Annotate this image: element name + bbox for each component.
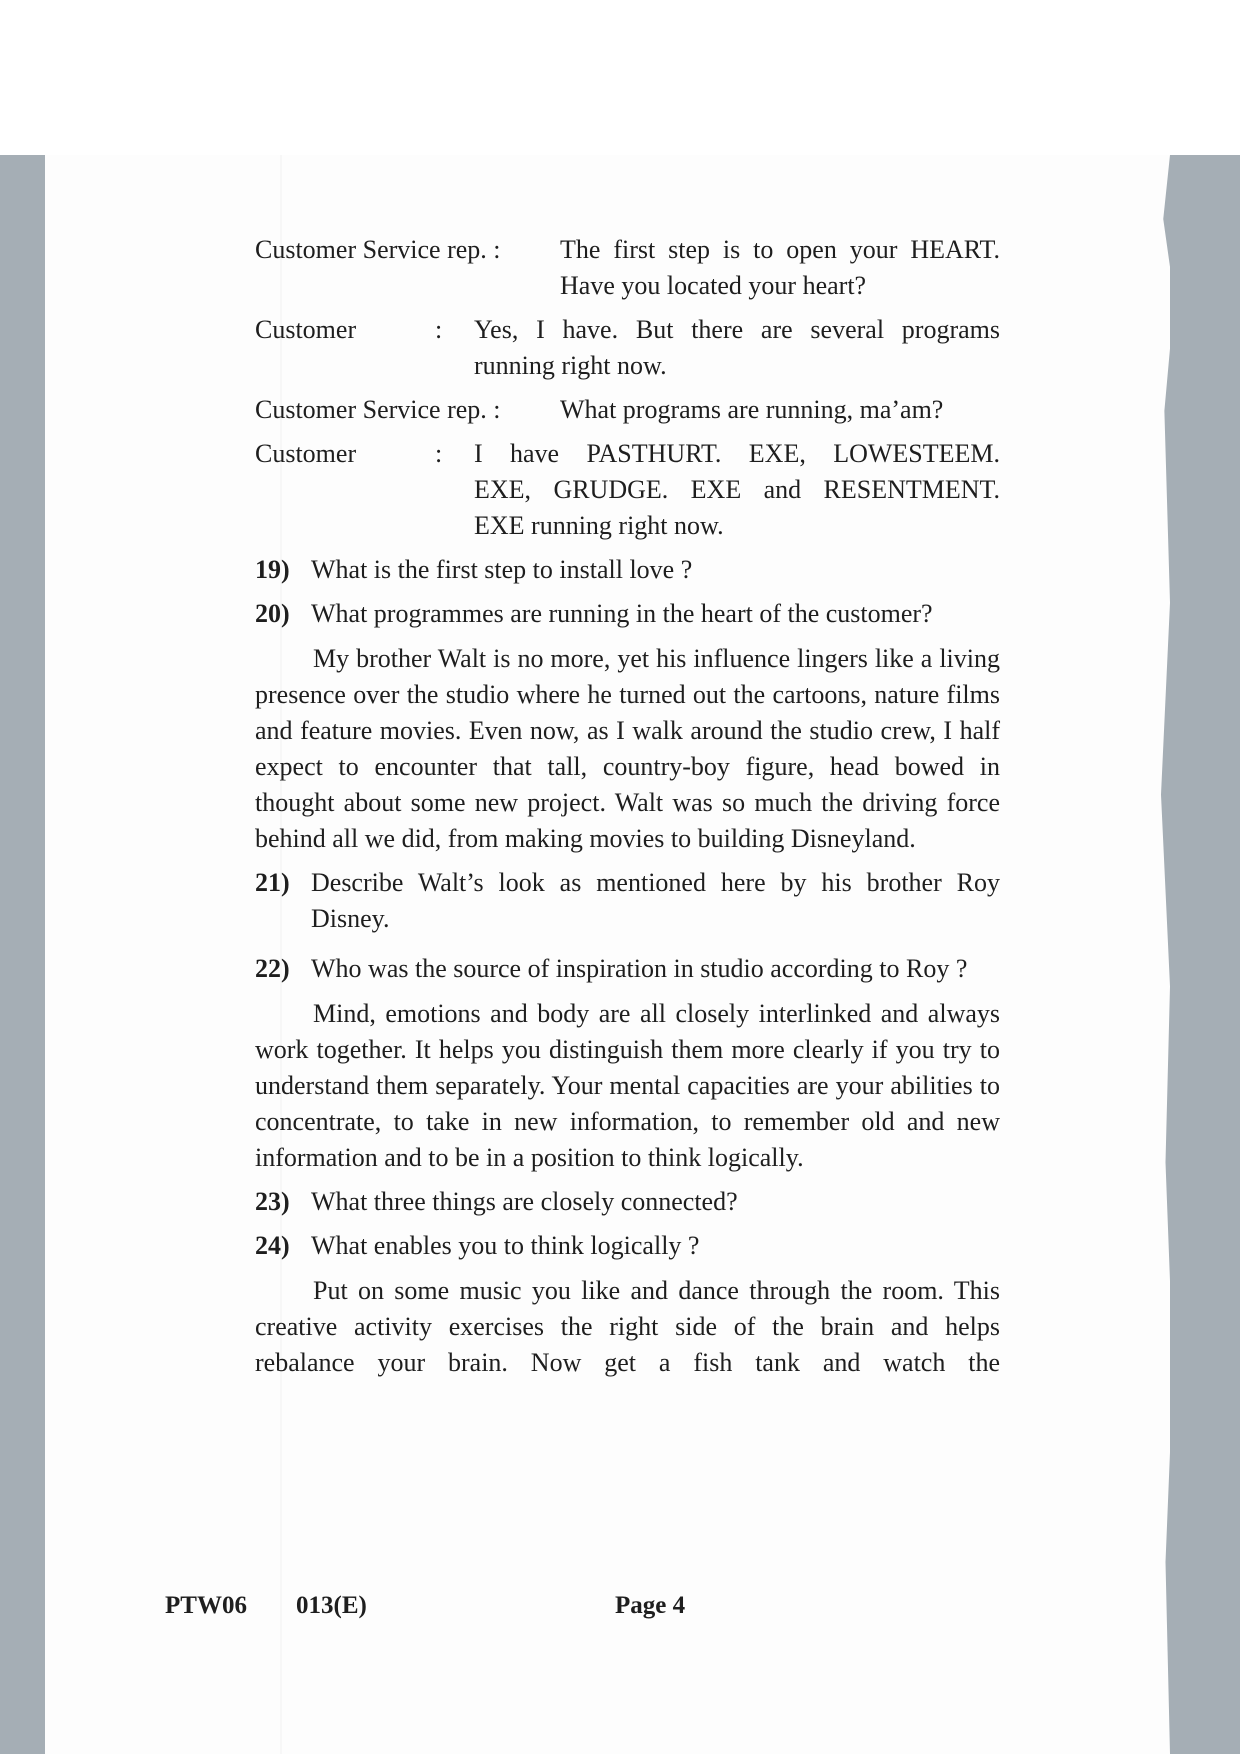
question-24 [255, 1228, 1000, 1264]
question-21 [255, 865, 1000, 937]
question-number: 22) [255, 954, 290, 983]
question-number: 20) [255, 599, 290, 628]
question-text: What enables you to think logically ? [311, 1231, 700, 1260]
dialogue-row [255, 232, 1000, 304]
dialogue-text [474, 312, 1000, 384]
dialogue-line: EXE, GRUDGE. EXE and RESENTMENT. [474, 475, 1000, 504]
dialogue-speaker: Customer [255, 315, 357, 344]
dialogue-line: EXE running right now. [474, 511, 724, 540]
question-number: 21) [255, 868, 290, 897]
question-22 [255, 951, 1000, 987]
dialogue-row [255, 392, 1000, 428]
question-23 [255, 1184, 1000, 1220]
dialogue-line: Yes, I have. But there are several programs [474, 315, 1000, 344]
dialogue-line: I have PASTHURT. EXE, LOWESTEEM. [474, 439, 1000, 468]
question-text: What is the first step to install love ? [311, 555, 693, 584]
question-20 [255, 596, 1000, 632]
question-text: Who was the source of inspiration in studio according to Roy ? [311, 954, 968, 983]
dialogue-text [474, 436, 1000, 544]
dialogue-separator: : [435, 439, 443, 468]
passage-walt: My brother Walt is no more, yet his influence lingers like a living presence over the studio where he turned out the cartoons, nature films and feature movies. Even now, as I walk around the studio crew, I half expect to encounter that tall, country-boy figure, head bowed in thought about some new project. Walt was so much the driving force behind all we did, from making movies to building Disneyland. [255, 644, 1000, 853]
dialogue-row [255, 312, 1000, 384]
dialogue-separator: : [435, 315, 443, 344]
question-text: What programmes are running in the heart of the customer? [311, 599, 933, 628]
page-content [255, 232, 1000, 1381]
footer-page-number: Page 4 [615, 1592, 686, 1619]
dialogue-speaker: Customer Service rep. : [255, 235, 501, 264]
dialogue-line: The first step is to open your HEART. [560, 235, 1000, 264]
passage-mind: Mind, emotions and body are all closely interlinked and always work together. It helps you distinguish them more clearly if you try to understand them separately. Your mental capacities are your abilities to concentrate, to take in new information, to remember old and new information and to be in a position to think logically. [255, 999, 1000, 1172]
footer-paper-id: 013(E) [296, 1592, 367, 1619]
dialogue-speaker: Customer Service rep. : [255, 395, 501, 424]
question-19 [255, 552, 1000, 588]
dialogue-text [560, 392, 1000, 428]
dialogue-line: What programs are running, ma’am? [560, 395, 944, 424]
dialogue-row [255, 436, 1000, 544]
question-number: 23) [255, 1187, 290, 1216]
question-number: 19) [255, 555, 290, 584]
footer-code: PTW06 [165, 1592, 247, 1619]
passage-music: Put on some music you like and dance through the room. This creative activity exercises the right side of the brain and helps rebalance your brain. Now get a fish tank and watch the [255, 1276, 1000, 1377]
question-number: 24) [255, 1231, 290, 1260]
dialogue-text [560, 232, 1000, 304]
dialogue-line: running right now. [474, 351, 667, 380]
question-text: Describe Walt’s look as mentioned here by his brother Roy Disney. [311, 868, 1000, 933]
question-text: What three things are closely connected? [311, 1187, 738, 1216]
dialogue-speaker: Customer [255, 439, 357, 468]
dialogue-line: Have you located your heart? [560, 271, 867, 300]
